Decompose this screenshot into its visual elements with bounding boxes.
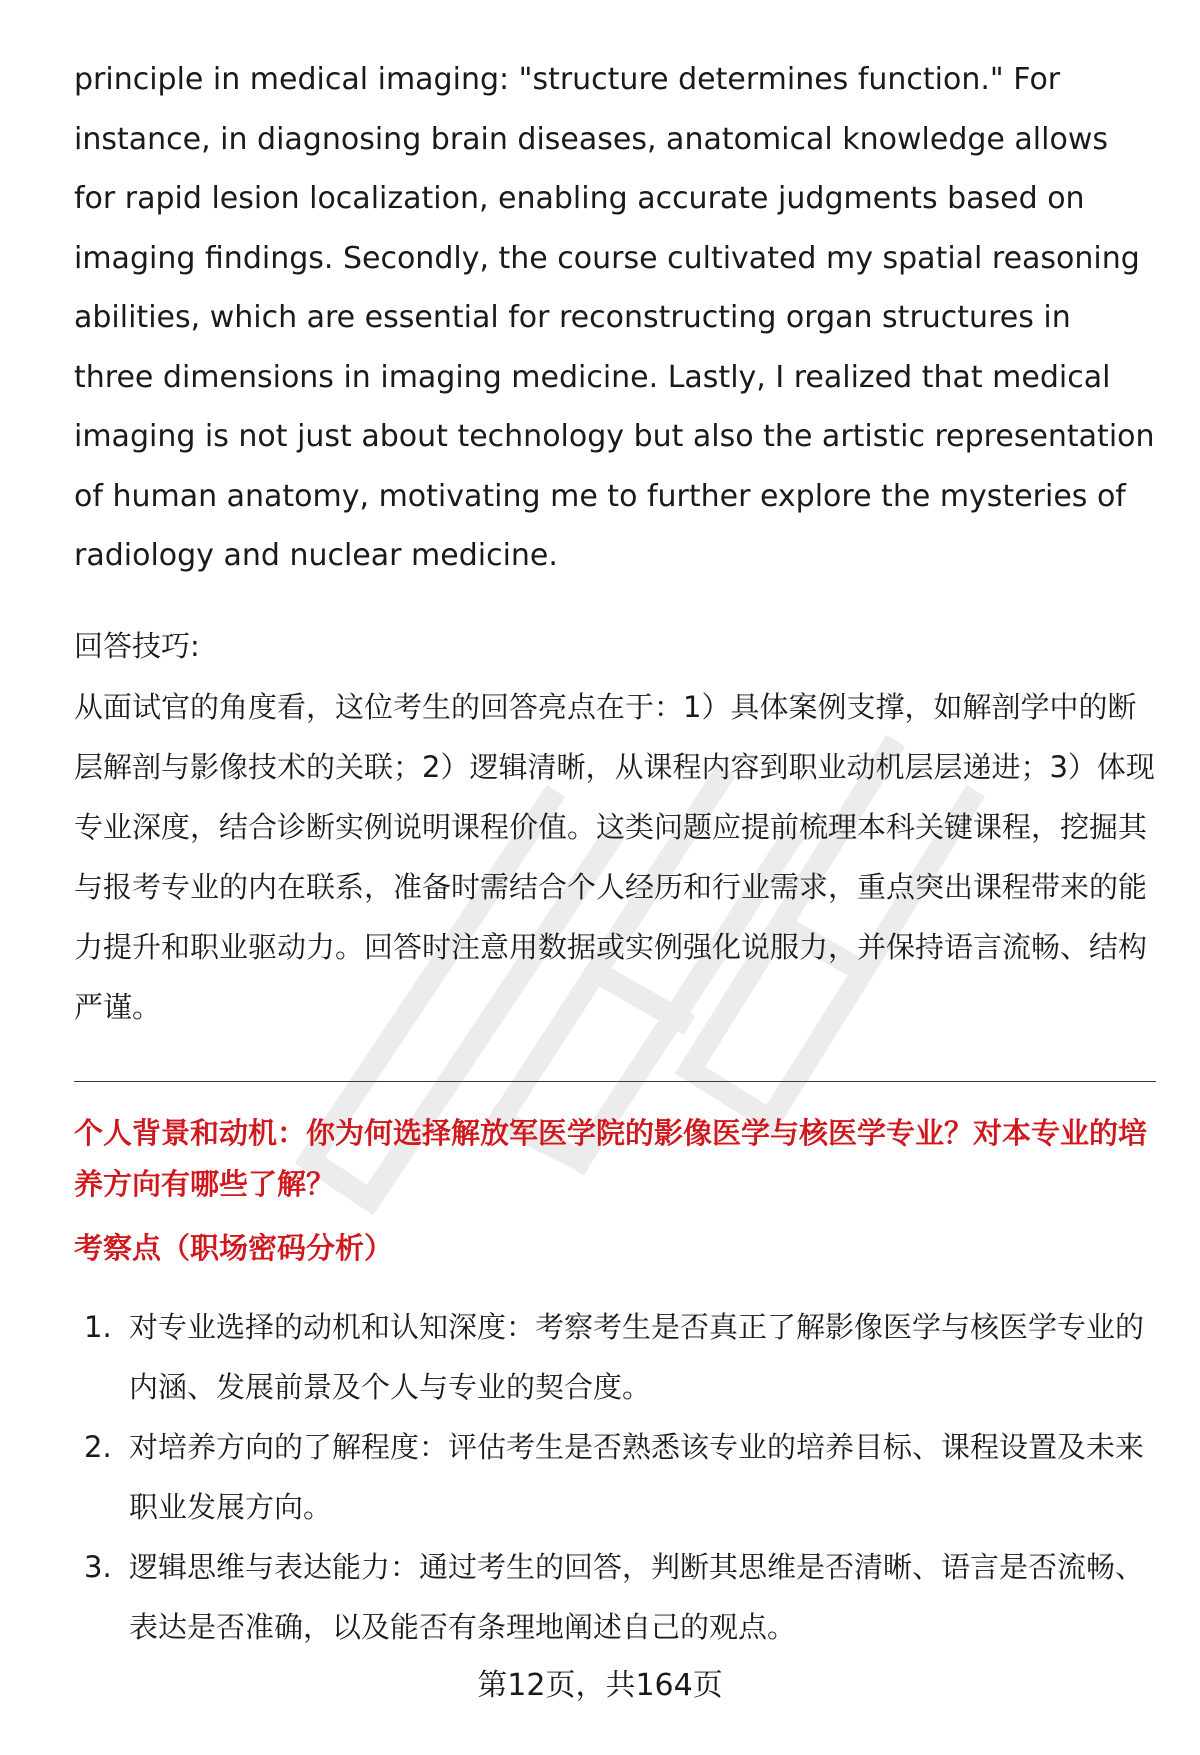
assessment-points-list xyxy=(74,1297,1156,1657)
interview-question: 个人背景和动机：你为何选择解放军医学院的影像医学与核医学专业？对本专业的培养方向有哪些了解？ xyxy=(74,1116,1148,1201)
list-item-number: 2. xyxy=(84,1430,112,1464)
list-item-text: 对培养方向的了解程度：评估考生是否熟悉该专业的培养目标、课程设置及未来职业发展方向。 xyxy=(129,1430,1145,1524)
list-item xyxy=(74,1417,1156,1537)
list-item-text: 对专业选择的动机和认知深度：考察考生是否真正了解影像医学与核医学专业的内涵、发展前景及个人与专业的契合度。 xyxy=(129,1310,1145,1404)
section-divider xyxy=(74,1081,1156,1082)
list-item-text: 逻辑思维与表达能力：通过考生的回答，判断其思维是否清晰、语言是否流畅、表达是否准确，以及能否有条理地阐述自己的观点。 xyxy=(129,1550,1145,1644)
list-item xyxy=(74,1537,1156,1657)
list-item-number: 1. xyxy=(84,1310,112,1344)
english-answer-paragraph: principle in medical imaging: "structure determines function." For instance, in diagnosing brain diseases, anatomical knowledge allows for rapid lesion localization, enabling accurate judgments based on imaging findings. Secondly, the course cultivated my spatial reasoning abilities, which are essential for reconstructing organ structures in three dimensions in imaging medicine. Lastly, I realized that medical imaging is not just about technology but also the artistic representation of human anatomy, motivating me to further explore the mysteries of radiology and nuclear medicine. xyxy=(74,62,1155,573)
answer-tips-body: 从面试官的角度看，这位考生的回答亮点在于：1）具体案例支撑，如解剖学中的断层解剖与影像技术的关联；2）逻辑清晰，从课程内容到职业动机层层递进；3）体现专业深度，结合诊断实例说明课程价值。这类问题应提前梳理本科关键课程，挖掘其与报考专业的内在联系，准备时需结合个人经历和行业需求，重点突出课程带来的能力提升和职业驱动力。回答时注意用数据或实例强化说服力，并保持语言流畅、结构严谨。 xyxy=(74,690,1155,1024)
list-item xyxy=(74,1297,1156,1417)
page-number-footer: 第12页，共164页 xyxy=(477,1668,723,1703)
list-item-number: 3. xyxy=(84,1550,112,1584)
answer-tips-label: 回答技巧: xyxy=(74,629,200,663)
assessment-points-title: 考察点（职场密码分析） xyxy=(74,1231,394,1265)
